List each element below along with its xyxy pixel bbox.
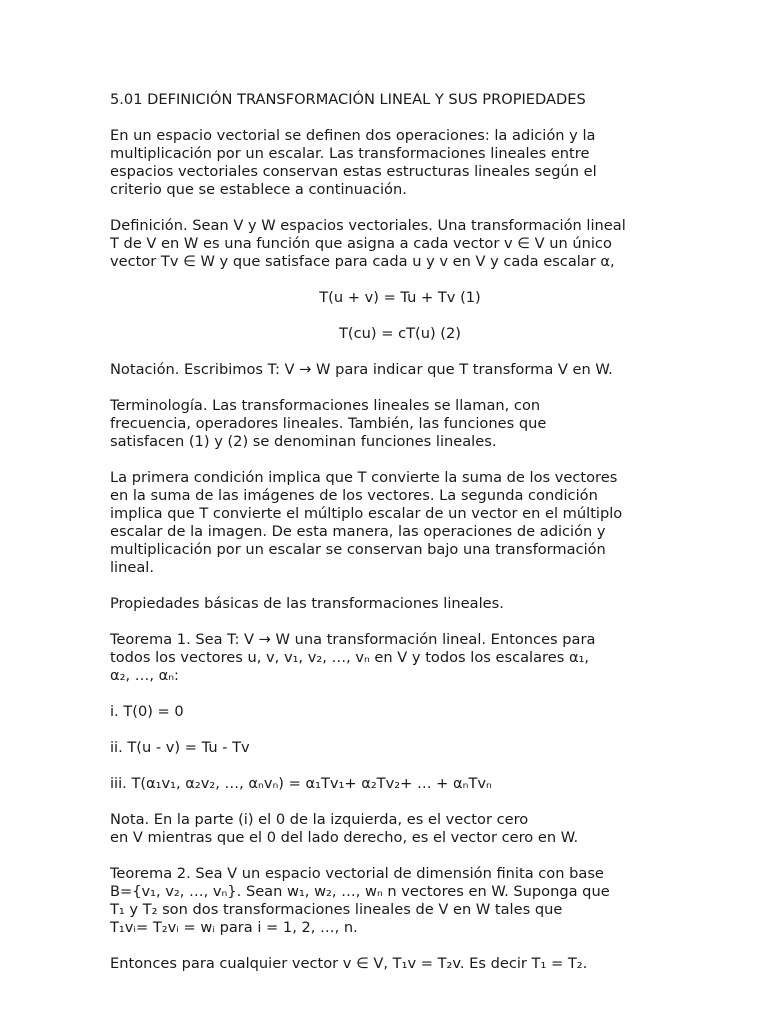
terminology-paragraph: Terminología. Las transformaciones lineales se llaman, con frecuencia, operadores lineales. También, las funciones que satisfacen (1) y (2) se denominan funciones lineales. bbox=[110, 397, 547, 450]
definition-paragraph: Definición. Sean V y W espacios vectoriales. Una transformación lineal T de V en W es una función que asigna a cada vector v ∈ V un único vector Tv ∈ W y que satisface para cada u y v en V y cada escalar α, bbox=[110, 217, 626, 270]
conclusion-paragraph: Entonces para cualquier vector v ∈ V, T₁v = T₂v. Es decir T₁ = T₂. bbox=[110, 955, 588, 972]
document-title: 5.01 DEFINICIÓN TRANSFORMACIÓN LINEAL Y SUS PROPIEDADES bbox=[110, 91, 586, 108]
property-i: i. T(0) = 0 bbox=[110, 703, 184, 720]
property-iii: iii. T(α₁v₁, α₂v₂, …, αₙvₙ) = α₁Tv₁+ α₂Tv₂+ … + αₙTvₙ bbox=[110, 775, 492, 792]
notation-paragraph: Notación. Escribimos T: V → W para indicar que T transforma V en W. bbox=[110, 361, 613, 378]
equation-1: T(u + v) = Tu + Tv (1) bbox=[319, 289, 481, 306]
document-page bbox=[110, 91, 690, 991]
properties-heading: Propiedades básicas de las transformaciones lineales. bbox=[110, 595, 504, 612]
equation-2: T(cu) = cT(u) (2) bbox=[339, 325, 461, 342]
intro-paragraph: En un espacio vectorial se definen dos operaciones: la adición y la multiplicación por un escalar. Las transformaciones lineales entre espacios vectoriales conservan estas estructuras lineales según el criterio que se establece a continuación. bbox=[110, 127, 597, 198]
explanation-paragraph: La primera condición implica que T convierte la suma de los vectores en la suma de las imágenes de los vectores. La segunda condición implica que T convierte el múltiplo escalar de un vector en el múltiplo escalar de la imagen. De esta manera, las operaciones de adición y multiplicación por un escalar se conservan bajo una transformación lineal. bbox=[110, 469, 623, 576]
theorem-2: Teorema 2. Sea V un espacio vectorial de dimensión finita con base B={v₁, v₂, …, vₙ}. Sean w₁, w₂, …, wₙ n vectores en W. Suponga que T₁ y T₂ son dos transformaciones lineales de V en W tales que T₁vᵢ= T₂vᵢ = wᵢ para i = 1, 2, …, n. bbox=[110, 865, 610, 936]
property-ii: ii. T(u - v) = Tu - Tv bbox=[110, 739, 250, 756]
theorem-1: Teorema 1. Sea T: V → W una transformación lineal. Entonces para todos los vectores u, v, v₁, v₂, …, vₙ en V y todos los escalares α₁, α₂, …, αₙ: bbox=[110, 631, 596, 684]
note-paragraph: Nota. En la parte (i) el 0 de la izquierda, es el vector cero en V mientras que el 0 del lado derecho, es el vector cero en W. bbox=[110, 811, 579, 846]
